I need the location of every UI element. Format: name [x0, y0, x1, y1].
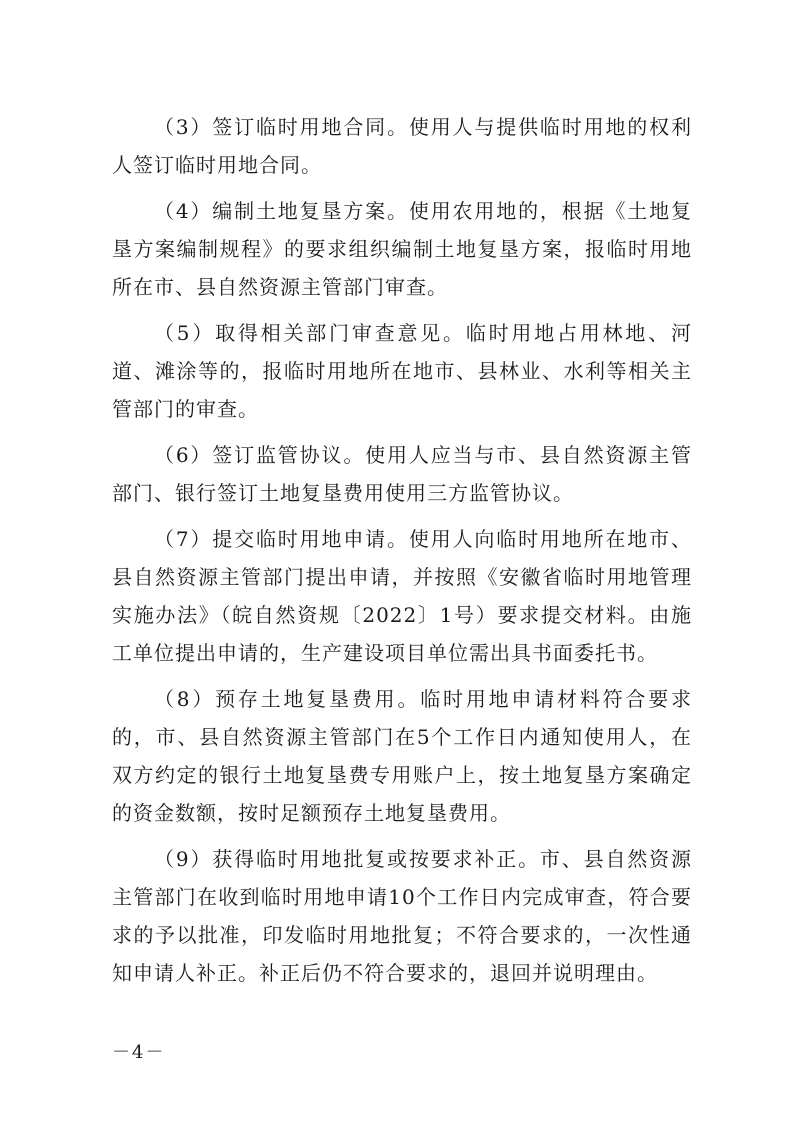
page-number: －4－ [112, 1042, 166, 1063]
paragraph-step-8: （8）预存土地复垦费用。临时用地申请材料符合要求的，市、县自然资源主管部门在5个工作日内通知使用人，在双方约定的银行土地复垦费专用账户上，按土地复垦方案确定的资金数额，按时足额预存土地复垦费用。 [112, 687, 692, 825]
paragraph-step-3: （3）签订临时用地合同。使用人与提供临时用地的权利人签订临时用地合同。 [112, 115, 692, 177]
paragraph-step-4: （4）编制土地复垦方案。使用农用地的，根据《土地复垦方案编制规程》的要求组织编制土地复垦方案，报临时用地所在市、县自然资源主管部门审查。 [112, 199, 692, 299]
paragraph-step-7: （7）提交临时用地申请。使用人向临时用地所在地市、县自然资源主管部门提出申请，并按照《安徽省临时用地管理实施办法》（皖自然资规〔2022〕1号）要求提交材料。由施工单位提出申请的，生产建设项目单位需出具书面委托书。 [112, 527, 692, 665]
paragraph-step-6: （6）签订监管协议。使用人应当与市、县自然资源主管部门、银行签订土地复垦费用使用三方监管协议。 [112, 443, 692, 505]
document-body [112, 108, 692, 1000]
paragraph-step-9: （9）获得临时用地批复或按要求补正。市、县自然资源主管部门在收到临时用地申请10个工作日内完成审查，符合要求的予以批准，印发临时用地批复；不符合要求的，一次性通知申请人补正。补正后仍不符合要求的，退回并说明理由。 [112, 847, 692, 985]
paragraph-step-5: （5）取得相关部门审查意见。临时用地占用林地、河道、滩涂等的，报临时用地所在地市、县林业、水利等相关主管部门的审查。 [112, 321, 692, 421]
